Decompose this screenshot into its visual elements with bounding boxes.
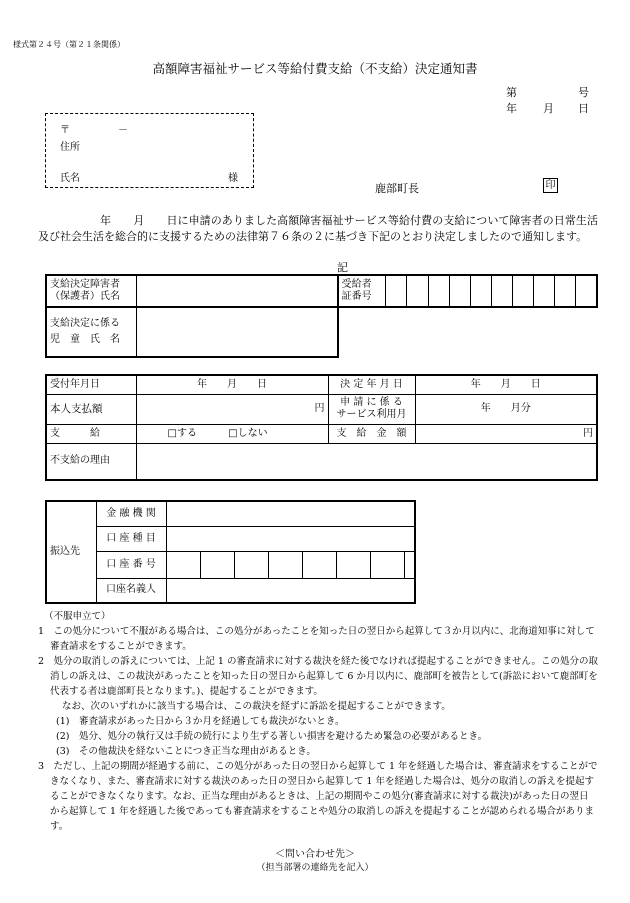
reason-label: 不支給の理由: [46, 443, 136, 480]
applicant-table: [45, 274, 598, 358]
notes-heading: （不服申立て）: [44, 611, 111, 622]
service-month-label: 申 請 に 係 る サービス利用月: [328, 394, 415, 424]
account-digit[interactable]: [234, 551, 268, 578]
shinai-checkbox[interactable]: □しない: [228, 427, 268, 439]
account-digit[interactable]: [370, 551, 404, 578]
self-pay-label: 本人支払額: [46, 394, 136, 424]
self-pay-value[interactable]: 円: [136, 394, 328, 424]
decision-table: [45, 374, 598, 481]
appeal-notes: [38, 609, 598, 834]
holder-label: 口座名義人: [96, 578, 166, 603]
shikyu-label: 支 給: [46, 424, 136, 443]
furikomi-label: 振込先: [46, 501, 96, 603]
received-date-label: 受付年月日: [46, 375, 136, 394]
suru-checkbox[interactable]: □する: [167, 427, 197, 439]
note-2: 2 処分の取消しの訴えについては、上記 1 の審査請求に対する裁決を経た後でなければ提起することができません。この処分の取消しの訴えは、この裁決があったことを知った日の翌日から起算して 6 か月以内に、鹿部町を被告として(訴訟において鹿部町を代表する者は鹿部町長となります。)、提起することができます。: [38, 656, 599, 697]
recipient-digit[interactable]: [449, 275, 470, 307]
shikyu-options: [136, 424, 328, 443]
seal-mark: 印: [543, 178, 558, 193]
note-3: 3 ただし、上記の期間が経過する前に、この処分があった日の翌日から起算して 1 年を経過した場合は、審査請求をすることができなくなり、また、審査請求に対する裁決のあった日の翌日から起算して 1 年を経過した場合は、処分の取消しの訴えを提起することができなくなります。なお、正当な理由があるときは、上記の期間やこの処分(審査請求に対する裁決)があった日の翌日から起算して 1 年を経過した後であっても審査請求をすることや処分の取消しの訴えを提起することが認められる場合があります。: [38, 761, 598, 832]
bank-table: [45, 500, 416, 604]
account-digit[interactable]: [336, 551, 370, 578]
date-month: 月: [543, 102, 554, 115]
holder-field[interactable]: [166, 578, 415, 603]
recipient-digit[interactable]: [491, 275, 512, 307]
doc-number-go: 号: [578, 86, 589, 99]
date-day: 日: [578, 102, 589, 115]
contact-note: （担当部署の連絡先を記入）: [256, 863, 374, 873]
form-number: 様式第２４号（第２１条関係）: [13, 40, 125, 49]
service-month-value[interactable]: 年 月分: [415, 394, 597, 424]
decision-date-label: 決 定 年 月 日: [328, 375, 415, 394]
account-digit[interactable]: [404, 551, 415, 578]
account-type-field[interactable]: [166, 526, 415, 551]
account-digit[interactable]: [302, 551, 336, 578]
account-digit[interactable]: [200, 551, 234, 578]
address-label: 住所: [60, 142, 80, 153]
recipient-digit[interactable]: [555, 275, 576, 307]
recipient-label: 受給者 証番号: [338, 275, 386, 307]
recipient-digit[interactable]: [428, 275, 449, 307]
account-type-label: 口 座 種 目: [96, 526, 166, 551]
postal-dash: －: [118, 125, 128, 136]
bank-field[interactable]: [166, 501, 415, 526]
recipient-digit[interactable]: [407, 275, 428, 307]
account-no-label: 口 座 番 号: [96, 551, 166, 578]
amount-label: 支 給 金 額: [328, 424, 415, 443]
name-label: 氏名: [60, 173, 80, 184]
subnote-1: (1) 審査請求があった日から３か月を経過しても裁決がないとき。: [56, 716, 345, 727]
sama-label: 様: [228, 173, 238, 184]
child-name-field[interactable]: [136, 307, 337, 357]
issuer-name: 鹿部町長: [375, 182, 419, 195]
recipient-digit[interactable]: [512, 275, 533, 307]
bank-label: 金 融 機 関: [96, 501, 166, 526]
note-2b: なお、次のいずれかに該当する場合は、この裁決を経ずに訴訟を提起することができます。: [62, 701, 451, 712]
amount-value[interactable]: 円: [415, 424, 597, 443]
document-title: 高額障害福祉サービス等給付費支給（不支給）決定通知書: [152, 61, 478, 76]
address-box: [45, 113, 254, 188]
subnote-2: (2) 処分、処分の執行又は手続の続行により生ずる著しい損害を避けるため緊急の必要があるとき。: [56, 731, 488, 742]
ki-label: 記: [337, 261, 348, 274]
intro-text: 年 月 日に申請のありました高額障害福祉サービス等給付費の支給について障害者の日常生活及び社会生活を総合的に支援するための法律第７６条の２に基づき下記のとおり決定しましたので通知します。: [38, 214, 598, 243]
recipient-digit[interactable]: [534, 275, 555, 307]
applicant-label: 支給決定障害者 （保護者）氏名: [46, 275, 136, 307]
received-date-value[interactable]: 年 月 日: [136, 375, 328, 394]
account-digit[interactable]: [166, 551, 200, 578]
date-year: 年: [506, 102, 517, 115]
subnote-3: (3) その他裁決を経ないことにつき正当な理由があるとき。: [56, 746, 316, 757]
reason-field[interactable]: [136, 443, 597, 480]
contact-heading: ＜問い合わせ先＞: [275, 849, 355, 860]
recipient-digit[interactable]: [576, 275, 597, 307]
postal-mark: 〒: [60, 125, 70, 136]
child-label: 支給決定に係る 児 童 氏 名: [46, 307, 136, 357]
recipient-digit[interactable]: [470, 275, 491, 307]
recipient-digit[interactable]: [386, 275, 407, 307]
decision-date-value[interactable]: 年 月 日: [415, 375, 597, 394]
doc-number-dai: 第: [506, 86, 517, 99]
applicant-name-field[interactable]: [136, 275, 337, 307]
account-digit[interactable]: [268, 551, 302, 578]
note-1: 1 この処分について不服がある場合は、この処分があったことを知った日の翌日から起算して３か月以内に、北海道知事に対して審査請求をすることができます。: [38, 626, 595, 652]
